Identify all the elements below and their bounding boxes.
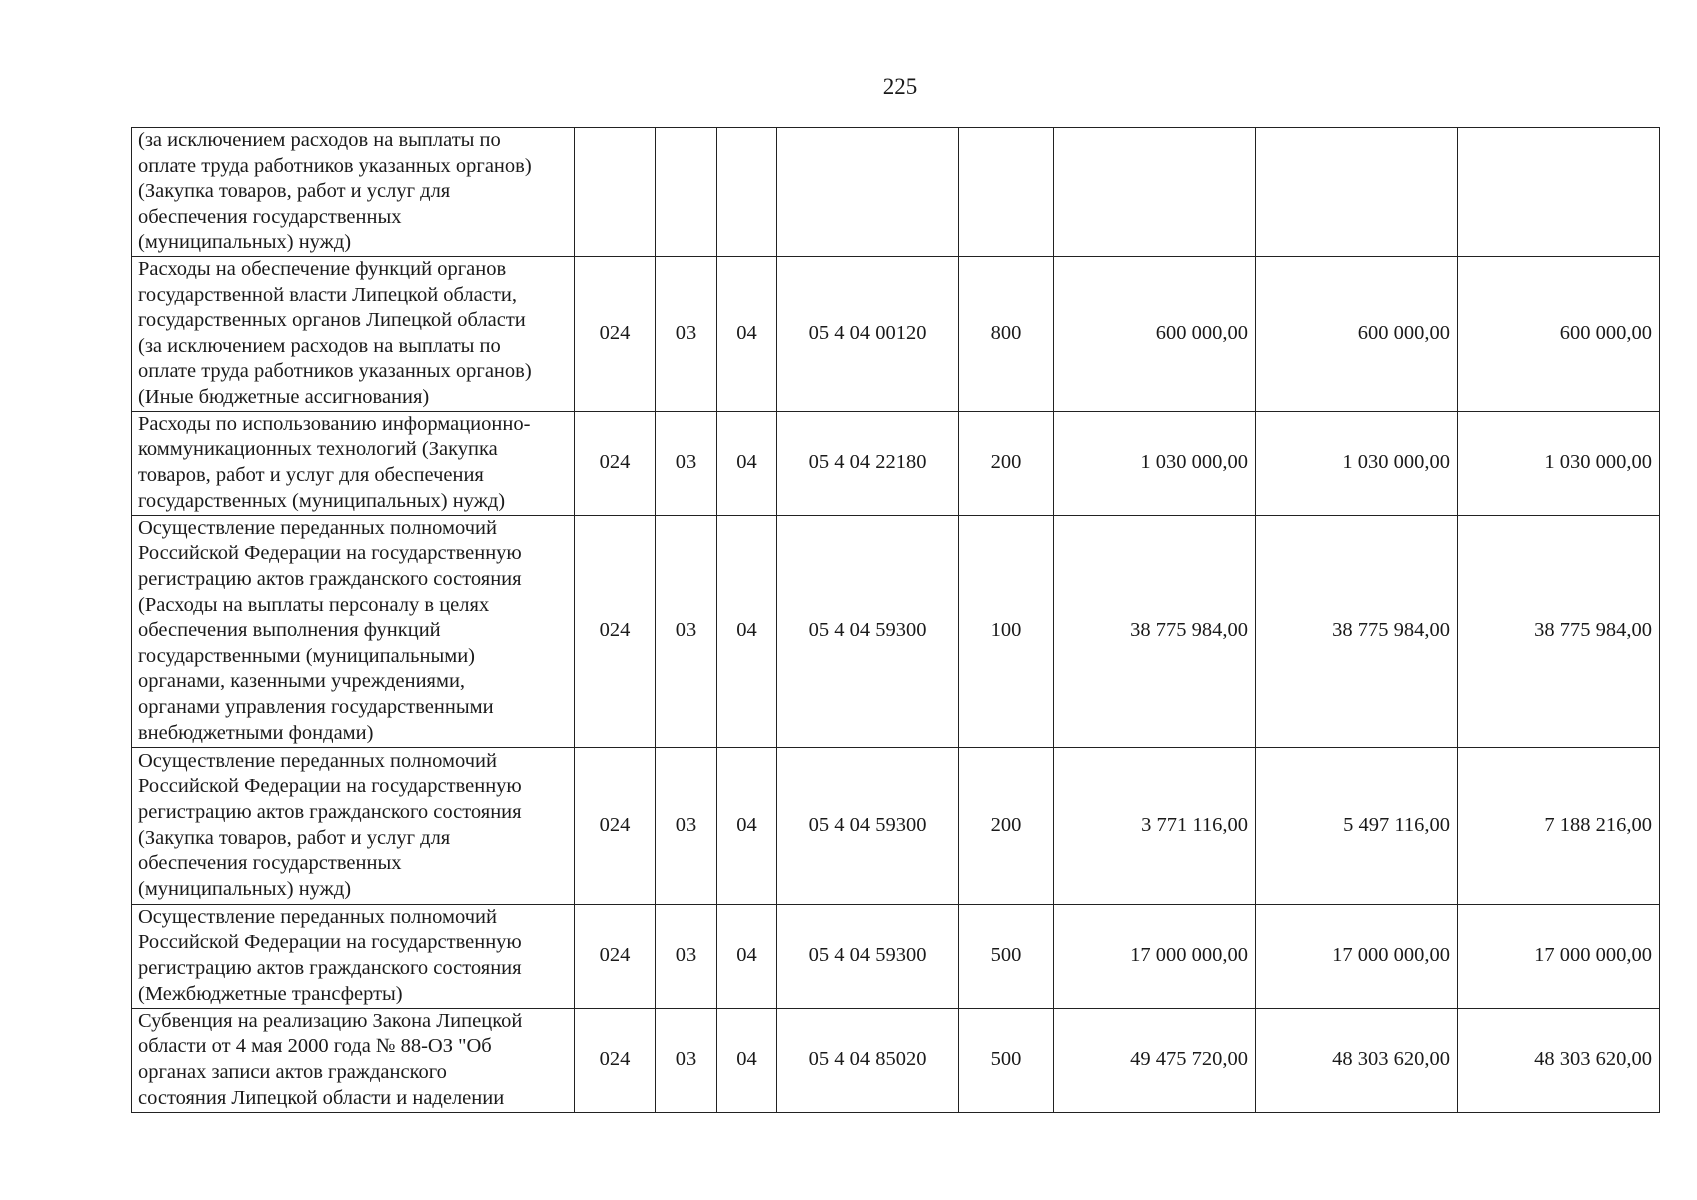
cell-rz <box>656 128 717 257</box>
description-line: Осуществление переданных полномочий <box>138 905 497 928</box>
cell-pr: 04 <box>717 411 777 515</box>
cell-amount-3: 1 030 000,00 <box>1458 411 1660 515</box>
cell-amount-2: 17 000 000,00 <box>1256 904 1458 1008</box>
table-row <box>132 256 1660 411</box>
cell-vr: 200 <box>959 747 1054 904</box>
cell-csr: 05 4 04 59300 <box>777 904 959 1008</box>
cell-amount-1: 1 030 000,00 <box>1054 411 1256 515</box>
cell-gr: 024 <box>575 256 656 411</box>
table-row <box>132 747 1660 904</box>
cell-amount-2: 600 000,00 <box>1256 256 1458 411</box>
cell-pr: 04 <box>717 515 777 747</box>
description-line: обеспечения выполнения функций <box>138 619 441 642</box>
description-line: (Закупка товаров, работ и услуг для <box>138 180 451 203</box>
cell-vr: 100 <box>959 515 1054 747</box>
cell-csr <box>777 128 959 257</box>
cell-pr <box>717 128 777 257</box>
cell-vr: 200 <box>959 411 1054 515</box>
description-line: органах записи актов гражданского <box>138 1061 447 1084</box>
cell-amount-2 <box>1256 128 1458 257</box>
cell-rz: 03 <box>656 1008 717 1112</box>
description-line: Российской Федерации на государственную <box>138 775 522 798</box>
cell-vr: 500 <box>959 1008 1054 1112</box>
description-line: коммуникационных технологий (Закупка <box>138 438 498 461</box>
cell-description <box>132 747 575 904</box>
cell-amount-1 <box>1054 128 1256 257</box>
cell-amount-3 <box>1458 128 1660 257</box>
cell-gr: 024 <box>575 515 656 747</box>
cell-vr: 500 <box>959 904 1054 1008</box>
cell-amount-2: 38 775 984,00 <box>1256 515 1458 747</box>
cell-amount-1: 3 771 116,00 <box>1054 747 1256 904</box>
description-line: обеспечения государственных <box>138 205 402 228</box>
cell-amount-3: 7 188 216,00 <box>1458 747 1660 904</box>
cell-description <box>132 904 575 1008</box>
description-line: (Межбюджетные трансферты) <box>138 982 403 1005</box>
table-row <box>132 411 1660 515</box>
table-body <box>132 128 1660 1113</box>
cell-description <box>132 256 575 411</box>
cell-csr: 05 4 04 22180 <box>777 411 959 515</box>
cell-amount-3: 600 000,00 <box>1458 256 1660 411</box>
description-line: (за исключением расходов на выплаты по <box>138 334 501 357</box>
cell-vr <box>959 128 1054 257</box>
description-line: (муниципальных) нужд) <box>138 877 352 900</box>
cell-pr: 04 <box>717 904 777 1008</box>
description-line: органами, казенными учреждениями, <box>138 670 466 693</box>
cell-csr: 05 4 04 85020 <box>777 1008 959 1112</box>
cell-gr: 024 <box>575 411 656 515</box>
description-line: состояния Липецкой области и наделении <box>138 1086 505 1109</box>
description-line: обеспечения государственных <box>138 852 402 875</box>
cell-gr: 024 <box>575 747 656 904</box>
description-line: органами управления государственными <box>138 696 494 719</box>
cell-amount-1: 38 775 984,00 <box>1054 515 1256 747</box>
cell-csr: 05 4 04 59300 <box>777 515 959 747</box>
description-line: (Расходы на выплаты персоналу в целях <box>138 593 490 616</box>
description-line: государственной власти Липецкой области, <box>138 283 517 306</box>
cell-csr: 05 4 04 00120 <box>777 256 959 411</box>
table-row <box>132 515 1660 747</box>
cell-rz: 03 <box>656 904 717 1008</box>
cell-gr: 024 <box>575 1008 656 1112</box>
description-line: государственных органов Липецкой области <box>138 309 526 332</box>
cell-amount-2: 5 497 116,00 <box>1256 747 1458 904</box>
description-line: внебюджетными фондами) <box>138 721 374 744</box>
description-line: Российской Федерации на государственную <box>138 542 522 565</box>
cell-description <box>132 128 575 257</box>
description-line: товаров, работ и услуг для обеспечения <box>138 464 484 487</box>
budget-table <box>131 127 1660 1113</box>
description-line: Субвенция на реализацию Закона Липецкой <box>138 1009 523 1032</box>
description-line: Расходы по использованию информационно- <box>138 412 531 435</box>
description-line: регистрацию актов гражданского состояния <box>138 957 522 980</box>
cell-rz: 03 <box>656 411 717 515</box>
cell-amount-3: 38 775 984,00 <box>1458 515 1660 747</box>
description-line: государственных (муниципальных) нужд) <box>138 489 506 512</box>
description-line: оплате труда работников указанных органов) <box>138 360 532 383</box>
cell-rz: 03 <box>656 256 717 411</box>
cell-rz: 03 <box>656 515 717 747</box>
description-line: (Иные бюджетные ассигнования) <box>138 385 430 408</box>
cell-amount-3: 48 303 620,00 <box>1458 1008 1660 1112</box>
cell-description <box>132 515 575 747</box>
table-row <box>132 128 1660 257</box>
cell-amount-1: 17 000 000,00 <box>1054 904 1256 1008</box>
cell-gr: 024 <box>575 904 656 1008</box>
description-line: оплате труда работников указанных органов) <box>138 154 532 177</box>
cell-amount-2: 48 303 620,00 <box>1256 1008 1458 1112</box>
cell-amount-3: 17 000 000,00 <box>1458 904 1660 1008</box>
description-line: Расходы на обеспечение функций органов <box>138 257 507 280</box>
cell-amount-2: 1 030 000,00 <box>1256 411 1458 515</box>
table-row <box>132 1008 1660 1112</box>
description-line: государственными (муниципальными) <box>138 644 475 667</box>
cell-rz: 03 <box>656 747 717 904</box>
cell-gr <box>575 128 656 257</box>
cell-pr: 04 <box>717 747 777 904</box>
cell-pr: 04 <box>717 256 777 411</box>
page-number: 225 <box>882 74 918 99</box>
description-line: регистрацию актов гражданского состояния <box>138 568 522 591</box>
description-line: Российской Федерации на государственную <box>138 931 522 954</box>
description-line: области от 4 мая 2000 года № 88-ОЗ "Об <box>138 1035 492 1058</box>
cell-pr: 04 <box>717 1008 777 1112</box>
table-row <box>132 904 1660 1008</box>
cell-vr: 800 <box>959 256 1054 411</box>
description-line: Осуществление переданных полномочий <box>138 749 497 772</box>
cell-amount-1: 600 000,00 <box>1054 256 1256 411</box>
description-line: Осуществление переданных полномочий <box>138 516 497 539</box>
description-line: (Закупка товаров, работ и услуг для <box>138 826 451 849</box>
cell-csr: 05 4 04 59300 <box>777 747 959 904</box>
cell-amount-1: 49 475 720,00 <box>1054 1008 1256 1112</box>
cell-description <box>132 1008 575 1112</box>
description-line: (муниципальных) нужд) <box>138 231 352 254</box>
description-line: регистрацию актов гражданского состояния <box>138 800 522 823</box>
description-line: (за исключением расходов на выплаты по <box>138 129 501 151</box>
cell-description <box>132 411 575 515</box>
